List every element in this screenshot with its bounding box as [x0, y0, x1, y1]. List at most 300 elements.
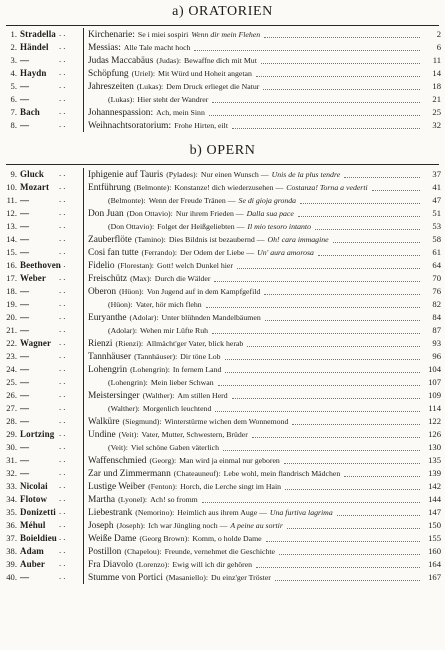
composer-name: Donizetti: [20, 507, 56, 517]
piece-title: Gott! welch Dunkel hier: [156, 261, 233, 270]
piece-title: Alle Tale macht hoch: [123, 43, 191, 52]
leader-dots: . .: [59, 233, 66, 243]
composer-name: Bach: [20, 107, 40, 117]
column-divider: [83, 119, 84, 132]
entry-text: [88, 545, 423, 559]
entry-text: [88, 285, 423, 299]
dot-leader: [300, 202, 420, 204]
column-divider: [83, 298, 84, 311]
dot-leader: [275, 579, 420, 581]
leader-dots: . .: [59, 80, 66, 90]
index-entry: [0, 493, 445, 506]
work-title: Zauberflöte: [88, 235, 132, 245]
original-title: Un' aura amorosa: [257, 248, 314, 257]
composer-name: Gluck: [20, 169, 45, 179]
piece-title: Viel schöne Gaben väterlich: [130, 443, 219, 452]
work-title: Postillon: [88, 547, 122, 557]
index-entry: [0, 558, 445, 571]
role-name: (Judas):: [156, 56, 182, 65]
role-name: (Nemorino):: [135, 508, 175, 517]
section-rule: [6, 25, 439, 26]
role-name: (Georg):: [149, 456, 177, 465]
column-divider: [83, 311, 84, 324]
entry-number: 18.: [6, 286, 17, 296]
leader-dots: . .: [59, 246, 66, 256]
leader-dots: . .: [59, 298, 66, 308]
piece-title: Nur ihrem Frieden —: [175, 209, 244, 218]
index-entry: [0, 67, 445, 80]
entry-text: [88, 532, 423, 546]
original-title: Dalla sua pace: [246, 209, 294, 218]
role-name: (Georg Brown):: [139, 534, 190, 543]
page-number: 114: [428, 403, 441, 413]
dot-leader: [214, 280, 420, 282]
index-entry: [0, 506, 445, 519]
entry-number: 20.: [6, 312, 17, 322]
dot-leader: [215, 410, 420, 412]
original-title: Costanza! Torna a vederti: [286, 183, 368, 192]
leader-dots: . .: [59, 519, 66, 529]
entry-text: [88, 350, 423, 364]
leader-dots: . .: [59, 428, 66, 438]
piece-title: Freunde, vernehmet die Geschichte: [164, 547, 276, 556]
index-entry: [0, 311, 445, 324]
piece-title: Heimlich aus ihrem Auge —: [177, 508, 267, 517]
composer-name: —: [20, 364, 30, 374]
entry-number: 39.: [6, 559, 17, 569]
page-number: 150: [428, 520, 441, 530]
composer-name: Auber: [20, 559, 45, 569]
page-number: 58: [432, 234, 441, 244]
section-heading-opern: b) OPERN: [189, 143, 256, 158]
dot-leader: [344, 475, 420, 477]
dot-leader: [225, 358, 420, 360]
page-number: 61: [432, 247, 441, 257]
page-number: 144: [428, 494, 441, 504]
piece-title: Am stillen Herd: [177, 391, 228, 400]
leader-dots: . .: [59, 376, 66, 386]
column-divider: [83, 480, 84, 493]
entry-text: [88, 233, 423, 247]
entry-number: 40.: [6, 572, 17, 582]
entry-number: 19.: [6, 299, 17, 309]
column-divider: [83, 233, 84, 246]
entry-number: 16.: [6, 260, 17, 270]
leader-dots: . .: [59, 54, 66, 64]
piece-title: Man wird ja einmal nur geboren: [179, 456, 280, 465]
index-entry: [0, 220, 445, 233]
column-divider: [83, 363, 84, 376]
index-entry: [0, 532, 445, 545]
column-divider: [83, 506, 84, 519]
work-title: Meistersinger: [88, 391, 140, 401]
page-number: 96: [432, 351, 441, 361]
composer-name: —: [20, 377, 30, 387]
page-number: 11: [432, 55, 441, 65]
entry-number: 26.: [6, 390, 17, 400]
leader-dots: . .: [59, 493, 66, 503]
work-title: Zar und Zimmermann: [88, 469, 171, 479]
work-title: Iphigenie auf Tauris: [88, 170, 164, 180]
column-divider: [83, 181, 84, 194]
piece-title: Mein lieber Schwan: [150, 378, 214, 387]
original-title: Wenn dir mein Flehen: [191, 30, 261, 39]
work-title: Lustige Weiber: [88, 482, 146, 492]
entry-number: 35.: [6, 507, 17, 517]
leader-dots: . .: [59, 454, 66, 464]
column-divider: [83, 558, 84, 571]
index-entry: [0, 376, 445, 389]
piece-title: Von Jugend auf in dem Kampfgefild: [146, 287, 261, 296]
column-divider: [83, 324, 84, 337]
entry-text: [88, 337, 423, 351]
index-entry: [0, 207, 445, 220]
leader-dots: . .: [59, 272, 66, 282]
dot-leader: [337, 514, 420, 516]
work-title: Martha: [88, 495, 116, 505]
column-divider: [83, 571, 84, 584]
original-title: Il mio tesoro intanto: [247, 222, 311, 231]
piece-title: Wehen mir Lüfte Ruh: [140, 326, 209, 335]
page-number: 126: [428, 429, 441, 439]
entry-text: [88, 168, 423, 182]
leader-dots: . .: [59, 207, 66, 217]
work-title: Entführung: [88, 183, 131, 193]
entry-number: 1.: [10, 29, 17, 39]
entry-text: [88, 207, 423, 221]
entry-text: [88, 467, 423, 481]
composer-name: —: [20, 55, 30, 65]
composer-name: —: [20, 81, 30, 91]
leader-dots: . .: [59, 220, 66, 230]
column-divider: [83, 168, 84, 181]
leader-dots: . .: [59, 558, 66, 568]
column-divider: [83, 220, 84, 233]
page-number: 155: [428, 533, 441, 543]
composer-name: Méhul: [20, 520, 46, 530]
dot-leader: [261, 62, 420, 64]
page-number: 135: [428, 455, 441, 465]
column-divider: [83, 67, 84, 80]
entry-number: 23.: [6, 351, 17, 361]
composer-name: Nicolai: [20, 481, 48, 491]
piece-title: Se i miei sospiri: [137, 30, 189, 39]
piece-title: Vater, hör mich flehn: [135, 300, 202, 309]
role-name: (Adolar):: [108, 326, 138, 335]
entry-text: [88, 493, 423, 507]
entry-text: [108, 376, 423, 389]
leader-dots: . .: [59, 402, 66, 412]
index-entry: [0, 428, 445, 441]
composer-name: —: [20, 120, 30, 130]
piece-title: Wenn der Freude Tränen —: [148, 196, 236, 205]
piece-title: Du einz'ger Tröster: [211, 573, 271, 582]
entry-text: [108, 441, 423, 454]
leader-dots: . .: [59, 93, 66, 103]
entry-text: [88, 259, 423, 273]
leader-dots: . .: [59, 415, 66, 425]
index-entry: [0, 298, 445, 311]
index-entry: [0, 233, 445, 246]
work-title: Jahreszeiten: [88, 82, 134, 92]
composer-name: Adam: [20, 546, 44, 556]
role-name: (Joseph):: [116, 521, 146, 530]
original-title: Una furtiva lagrima: [269, 508, 333, 517]
column-divider: [83, 80, 84, 93]
entry-number: 5.: [10, 81, 17, 91]
index-entry: [0, 119, 445, 132]
leader-dots: . .: [59, 337, 66, 347]
role-name: (Tannhäuser):: [134, 352, 178, 361]
entry-number: 37.: [6, 533, 17, 543]
leader-dots: . .: [59, 545, 66, 555]
work-title: Cosi fan tutte: [88, 248, 139, 258]
work-title: Freischütz: [88, 274, 128, 284]
role-name: (Lukas):: [136, 82, 164, 91]
role-name: (Hüon):: [108, 300, 133, 309]
entry-number: 8.: [10, 120, 17, 130]
entry-text: [88, 119, 423, 133]
index-entry: [0, 80, 445, 93]
role-name: (Fenton):: [148, 482, 178, 491]
entry-number: 27.: [6, 403, 17, 413]
composer-name: Wagner: [20, 338, 52, 348]
dot-leader: [263, 88, 420, 90]
leader-dots: . .: [59, 363, 66, 373]
leader-dots: . .: [59, 389, 66, 399]
dot-leader: [279, 553, 420, 555]
section-rule: [6, 164, 439, 165]
entry-text: [88, 80, 423, 94]
piece-title: Dies Bildnis ist bezaubernd —: [168, 235, 265, 244]
dot-leader: [264, 36, 420, 38]
piece-title: Unter blühnden Mandelbäumen: [161, 313, 261, 322]
role-name: (Masaniello):: [166, 573, 209, 582]
page-number: 53: [432, 221, 441, 231]
piece-title: Mit Würd und Hoheit angetan: [158, 69, 252, 78]
composer-name: —: [20, 286, 30, 296]
column-divider: [83, 93, 84, 106]
leader-dots: . .: [59, 441, 66, 451]
piece-title: Dem Druck erlieget die Natur: [166, 82, 260, 91]
index-entry: [0, 324, 445, 337]
composer-name: —: [20, 247, 30, 257]
entry-number: 34.: [6, 494, 17, 504]
work-title: Walküre: [88, 417, 120, 427]
composer-name: —: [20, 208, 30, 218]
leader-dots: . .: [59, 259, 66, 269]
entry-text: [88, 571, 423, 585]
column-divider: [83, 106, 84, 119]
page-number: 109: [428, 390, 441, 400]
piece-title: Horch, die Lerche singt im Hain: [180, 482, 282, 491]
index-entry: [0, 402, 445, 415]
dot-leader: [265, 319, 420, 321]
column-divider: [83, 285, 84, 298]
composer-name: Haydn: [20, 68, 47, 78]
piece-title: Der Odem der Liebe —: [180, 248, 255, 257]
leader-dots: . .: [59, 506, 66, 516]
entry-text: [108, 93, 423, 106]
entry-number: 10.: [6, 182, 17, 192]
entry-text: [88, 181, 423, 195]
entry-number: 15.: [6, 247, 17, 257]
dot-leader: [256, 566, 420, 568]
composer-name: —: [20, 195, 30, 205]
role-name: (Chapelou):: [124, 547, 162, 556]
dot-leader: [225, 371, 420, 373]
composer-name: —: [20, 351, 30, 361]
page-number: 76: [432, 286, 441, 296]
page-number: 142: [428, 481, 441, 491]
entry-text: [88, 480, 423, 494]
page-number: 14: [432, 68, 441, 78]
entry-text: [88, 28, 423, 42]
work-title: Rienzi: [88, 339, 113, 349]
column-divider: [83, 454, 84, 467]
index-entry: [0, 259, 445, 272]
composer-name: —: [20, 390, 30, 400]
leader-dots: . .: [59, 324, 66, 334]
leader-dots: . .: [59, 571, 66, 581]
column-divider: [83, 194, 84, 207]
column-divider: [83, 246, 84, 259]
leader-dots: . .: [59, 311, 66, 321]
role-name: (Ferrando):: [141, 248, 178, 257]
role-name: (Tamino):: [134, 235, 166, 244]
entry-text: [88, 506, 423, 520]
entry-number: 36.: [6, 520, 17, 530]
entry-number: 11.: [6, 195, 17, 205]
opern-list: [0, 168, 445, 584]
page-number: 130: [428, 442, 441, 452]
entry-text: [88, 67, 423, 81]
column-divider: [83, 428, 84, 441]
entry-text: [108, 324, 423, 337]
work-title: Waffenschmied: [88, 456, 147, 466]
entry-text: [88, 41, 423, 55]
role-name: (Lukas):: [108, 95, 135, 104]
role-name: (Adolar):: [129, 313, 159, 322]
entry-text: [88, 428, 423, 442]
piece-title: Ach! so fromm: [150, 495, 198, 504]
composer-name: —: [20, 572, 30, 582]
role-name: (Belmonte):: [108, 196, 146, 205]
index-entry: [0, 272, 445, 285]
composer-name: —: [20, 234, 30, 244]
role-name: (Chateauneuf):: [173, 469, 221, 478]
page-number: 2: [436, 29, 441, 39]
work-title: Stumme von Portici: [88, 573, 163, 583]
page-number: 160: [428, 546, 441, 556]
entry-text: [88, 519, 423, 533]
entry-number: 9.: [10, 169, 17, 179]
work-title: Don Juan: [88, 209, 124, 219]
entry-number: 28.: [6, 416, 17, 426]
piece-title: Durch die Wälder: [154, 274, 211, 283]
page-number: 18: [432, 81, 441, 91]
piece-title: Ach, mein Sinn: [156, 108, 205, 117]
entry-text: [108, 194, 423, 207]
page-number: 6: [436, 42, 441, 52]
composer-name: Weber: [20, 273, 46, 283]
entry-number: 3.: [10, 55, 17, 65]
role-name: (Lohengrin):: [108, 378, 148, 387]
section-heading-oratorien: a) ORATORIEN: [172, 4, 273, 19]
original-title: Unis de la plus tendre: [271, 170, 341, 179]
page-number: 64: [432, 260, 441, 270]
leader-dots: . .: [59, 285, 66, 295]
entry-text: [88, 246, 423, 260]
leader-dots: . .: [59, 168, 66, 178]
entry-number: 7.: [10, 107, 17, 117]
dot-leader: [292, 423, 420, 425]
work-title: Euryanthe: [88, 313, 127, 323]
entry-number: 17.: [6, 273, 17, 283]
composer-name: —: [20, 312, 30, 322]
dot-leader: [298, 215, 420, 217]
entry-text: [88, 363, 423, 377]
index-entry: [0, 54, 445, 67]
index-entry: [0, 363, 445, 376]
role-name: (Rienzi):: [115, 339, 144, 348]
index-entry: [0, 181, 445, 194]
entry-number: 31.: [6, 455, 17, 465]
composer-name: Flotow: [20, 494, 48, 504]
work-title: Johannespassion:: [88, 108, 154, 118]
dot-leader: [284, 462, 420, 464]
column-divider: [83, 493, 84, 506]
original-title: Oh! cara immagine: [267, 235, 329, 244]
dot-leader: [252, 436, 420, 438]
work-title: Weiße Dame: [88, 534, 137, 544]
dot-leader: [206, 306, 420, 308]
index-entry: [0, 389, 445, 402]
index-entry: [0, 246, 445, 259]
composer-name: —: [20, 442, 30, 452]
role-name: (Pylades):: [166, 170, 198, 179]
entry-number: 32.: [6, 468, 17, 478]
index-entry: [0, 519, 445, 532]
role-name: (Lyonel):: [118, 495, 148, 504]
column-divider: [83, 402, 84, 415]
index-entry: [0, 168, 445, 181]
role-name: (Veit):: [108, 443, 128, 452]
index-entry: [0, 194, 445, 207]
column-divider: [83, 545, 84, 558]
column-divider: [83, 350, 84, 363]
piece-title: Nur einen Wunsch —: [200, 170, 269, 179]
work-title: Lohengrin: [88, 365, 128, 375]
composer-name: —: [20, 455, 30, 465]
column-divider: [83, 389, 84, 402]
page-number: 164: [428, 559, 441, 569]
column-divider: [83, 441, 84, 454]
entry-number: 6.: [10, 94, 17, 104]
piece-title: Dir töne Lob: [180, 352, 221, 361]
page-number: 139: [428, 468, 441, 478]
original-title: Se di gioja gronda: [238, 196, 297, 205]
column-divider: [83, 337, 84, 350]
index-entry: [0, 285, 445, 298]
piece-title: Konstanze! dich wiederzusehen —: [174, 183, 284, 192]
work-title: Weihnachtsoratorium:: [88, 121, 172, 131]
index-entry: [0, 415, 445, 428]
piece-title: Allmächt'ger Vater, blick herab: [146, 339, 244, 348]
leader-dots: . .: [59, 194, 66, 204]
role-name: (Florestan):: [117, 261, 154, 270]
column-divider: [83, 519, 84, 532]
